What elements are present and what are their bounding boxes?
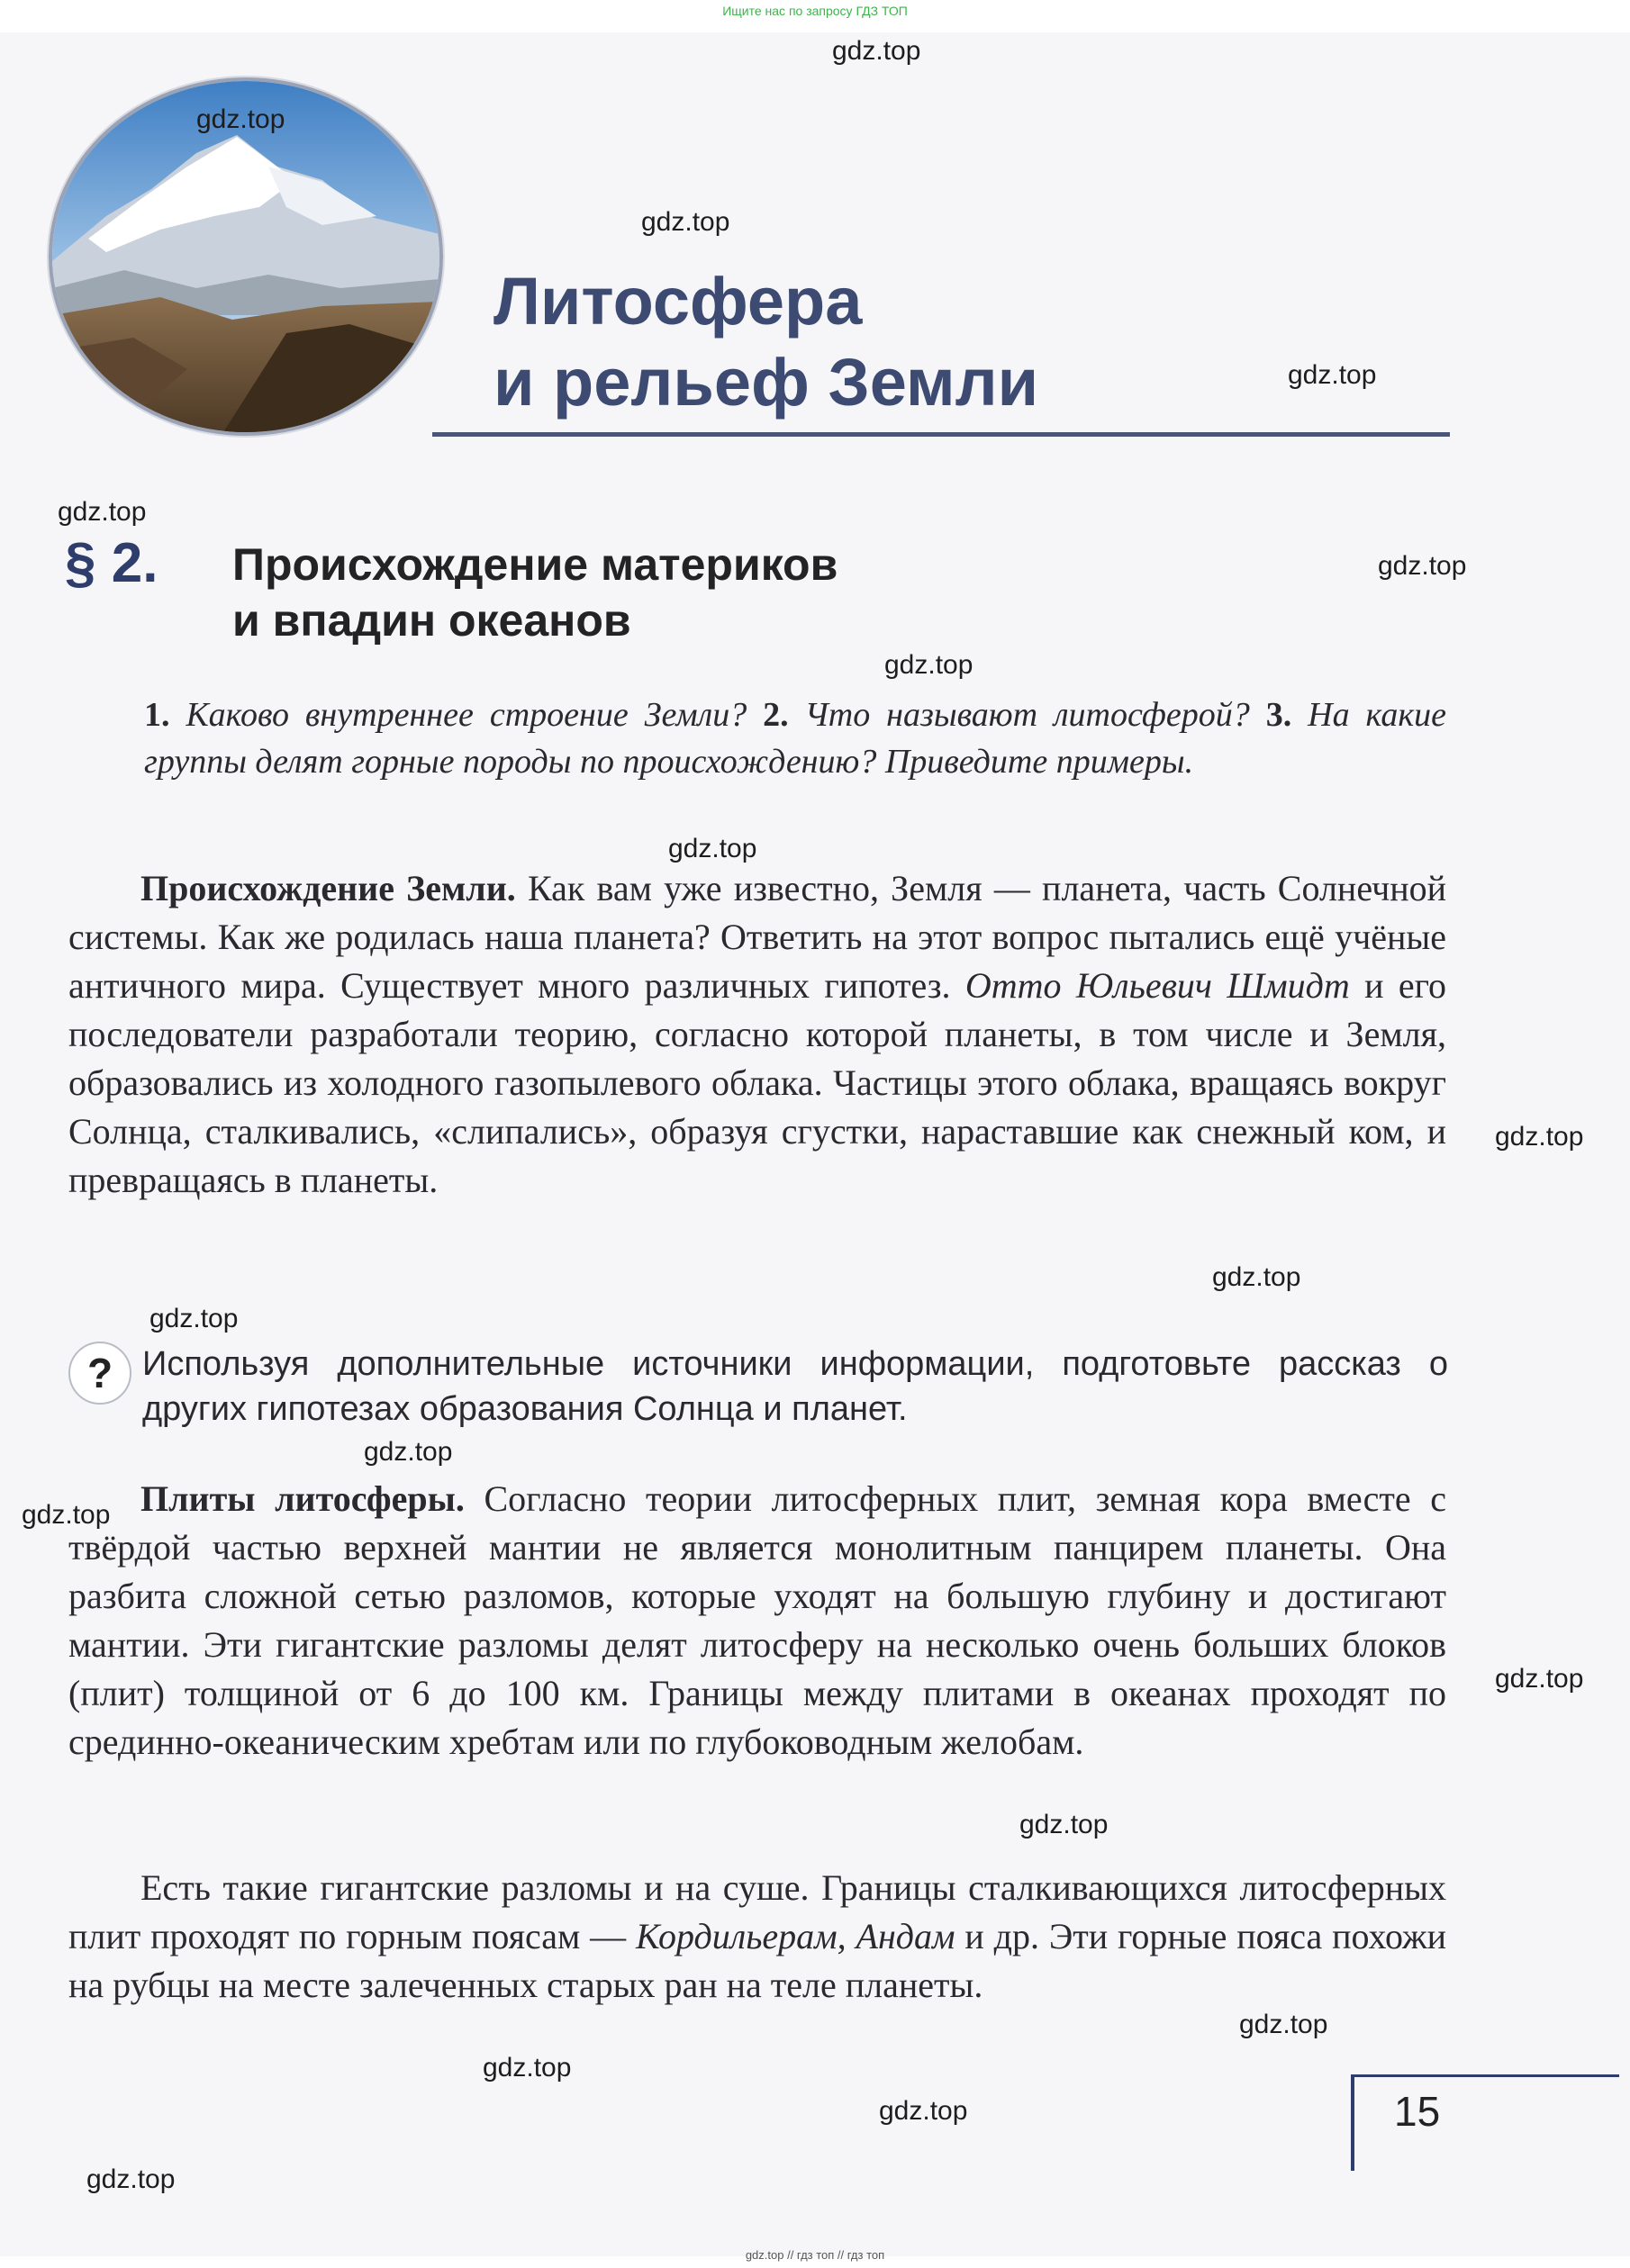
paragraph-title: [232, 537, 838, 648]
watermark: gdz.top: [884, 650, 973, 680]
question-number: 2.: [763, 696, 789, 734]
paragraph-number: § 2.: [65, 532, 158, 594]
question-number: 3.: [1265, 696, 1292, 734]
watermark: gdz.top: [832, 36, 921, 66]
section-origin-of-earth: [68, 864, 1446, 1205]
watermark: gdz.top: [1378, 551, 1467, 581]
task-text: Используя дополнительные источники информации, подготовьте рассказ о других гипотезах образования Солнца и планет.: [142, 1345, 1448, 1428]
question-3: На какие группы делят горные породы по происхождению? Приведите примеры.: [144, 696, 1446, 781]
watermark: gdz.top: [668, 834, 757, 863]
watermark: gdz.top: [1288, 360, 1377, 390]
section-text: Есть такие гигантские разломы и на суше. Границы сталкивающихся литосферных плит проходят по горным поясам —: [68, 1867, 1446, 1956]
section-text: и его последователи разработали теорию, согласно которой планеты, в том числе и Земля, образовались из холодного газопылевого облака. Частицы этого облака, вращаясь вокруг Солнца, сталкивались, «слипались», образуя сгустки, нараставшие как снежный ком, и превращаясь в планеты.: [68, 965, 1446, 1200]
chapter-title-line2: и рельеф Земли: [494, 345, 1039, 420]
paragraph-title-line1: Происхождение материков: [232, 539, 838, 590]
watermark: gdz.top: [483, 2053, 572, 2083]
watermark: gdz.top: [22, 1500, 111, 1530]
question-icon: ?: [68, 1342, 131, 1405]
top-banner[interactable]: Ищите нас по запросу ГДЗ ТОП: [722, 4, 908, 18]
section-land-faults: [68, 1864, 1446, 2010]
section-text: и др. Эти горные пояса похожи на рубцы на месте залеченных старых ран на теле планеты.: [68, 1916, 1447, 2005]
section-text: Согласно теории литосферных плит, земная кора вместе с твёрдой частью верхней мантии не является монолитным панцирем планеты. Она разбита сложной сетью разломов, которые уходят на большую глубину и достигают мантии. Эти гигантские разломы делят литосферу на несколько очень больших блоков (плит) толщиной от 6 до 100 км. Границы между плитами в океанах проходят по срединно-океаническим хребтам или по глубоководным желобам.: [68, 1478, 1446, 1762]
watermark: gdz.top: [196, 104, 285, 134]
question-1: Каково внутреннее строение Земли?: [186, 696, 747, 734]
mountain-names: Кордильерам, Андам: [636, 1916, 955, 1956]
section-heading: Плиты литосферы.: [140, 1478, 465, 1519]
page-number: 15: [1394, 2088, 1441, 2135]
bottom-banner[interactable]: gdz.top // гдз топ // гдз топ: [745, 2248, 885, 2262]
watermark: gdz.top: [86, 2164, 176, 2194]
watermark: gdz.top: [1212, 1262, 1301, 1292]
section-heading: Происхождение Земли.: [140, 868, 516, 908]
watermark: gdz.top: [641, 207, 730, 237]
watermark: gdz.top: [364, 1437, 453, 1467]
chapter-title-line1: Литосфера: [494, 264, 863, 339]
section-lithosphere-plates: [68, 1475, 1446, 1767]
section-text: Как вам уже известно, Земля — планета, часть Солнечной системы. Как же родилась наша планета? Ответить на этот вопрос пытались ещё учёные античного мира. Существует много различных гипотез.: [68, 868, 1447, 1006]
page-number-frame: [1351, 2074, 1619, 2171]
watermark: gdz.top: [149, 1304, 239, 1333]
chapter-title: [494, 261, 1038, 423]
chapter-divider: [432, 432, 1450, 437]
paragraph-title-line2: и впадин океанов: [232, 595, 631, 646]
question-number: 1.: [144, 696, 170, 734]
scientist-name: Отто Юльевич Шмидт: [964, 965, 1350, 1006]
watermark: gdz.top: [1019, 1810, 1109, 1839]
question-2: Что называют литосферой?: [804, 696, 1250, 734]
watermark: gdz.top: [879, 2096, 968, 2126]
watermark: gdz.top: [58, 497, 147, 527]
review-questions: [144, 691, 1446, 785]
watermark: gdz.top: [1495, 1122, 1584, 1152]
watermark: gdz.top: [1495, 1664, 1584, 1694]
watermark: gdz.top: [1239, 2010, 1328, 2039]
